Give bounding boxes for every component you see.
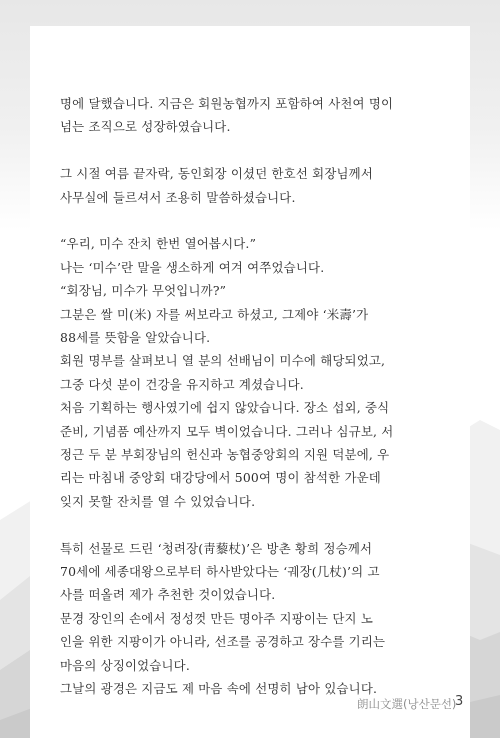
text-line: 정근 두 분 부회장님의 헌신과 농협중앙회의 지원 덕분에, 우 [60,447,390,463]
page-footer [60,694,470,720]
text-line: 특히 선물로 드린 ‘청려장(靑藜杖)’은 방촌 황희 정승께서 [60,540,373,556]
text-line: 잊지 못할 잔치를 열 수 있었습니다. [60,493,256,509]
text-line: 준비, 기념품 예산까지 모두 벽이었습니다. 그러나 심규보, 서 [60,423,394,439]
book-page [30,26,470,738]
paragraph-gap [60,513,470,536]
text-line: 회원 명부를 살펴보니 열 분의 선배님이 미수에 해당되었고, [60,353,386,369]
text-line: 마음의 상징이었습니다. [60,657,190,673]
page-number: 3 [455,694,464,709]
text-line: 70세에 세종대왕으로부터 하사받았다는 ‘궤장(几杖)’의 고 [60,564,380,580]
text-line: “우리, 미수 잔치 한번 열어봅시다.” [60,236,257,252]
text-line: 인을 위한 지팡이가 아니라, 선조를 공경하고 장수를 기리는 [60,634,386,650]
text-line: 사를 떠올려 제가 추천한 것이었습니다. [60,587,276,603]
paragraph-gap [60,139,470,162]
text-line: “회장님, 미수가 무엇입니까?” [60,283,227,299]
text-line: 그날의 광경은 지금도 제 마음 속에 선명히 남아 있습니다. [60,681,378,697]
text-line: 문경 장인의 손에서 정성껏 만든 명아주 지팡이는 단지 노 [60,610,374,626]
text-line: 그중 다섯 분이 건강을 유지하고 계셨습니다. [60,376,304,392]
text-line: 88세를 뜻함을 알았습니다. [60,330,211,346]
text-line: 리는 마침내 중앙회 대강당에서 500여 명이 참석한 가운데 [60,470,381,486]
text-line: 그분은 쌀 미(米) 자를 써보라고 하셨고, 그제야 ‘米壽’가 [60,306,369,322]
text-line: 사무실에 들르셔서 조용히 말씀하셨습니다. [60,189,296,205]
paragraph-gap [60,209,470,232]
series-title: 朗山文選(낭산문선) [357,697,457,711]
text-line: 넘는 조직으로 성장하였습니다. [60,119,231,135]
text-line: 처음 기획하는 행사였기에 쉽지 않았습니다. 장소 섭외, 중식 [60,400,390,416]
text-line: 그 시절 여름 끝자락, 동인회장 이셨던 한호선 회장님께서 [60,166,374,182]
text-line: 나는 ‘미수’란 말을 생소하게 여겨 여쭈었습니다. [60,259,325,275]
text-line: 명에 달했습니다. 지금은 회원농협까지 포함하여 사천여 명이 [60,96,394,111]
body-text [60,92,470,701]
